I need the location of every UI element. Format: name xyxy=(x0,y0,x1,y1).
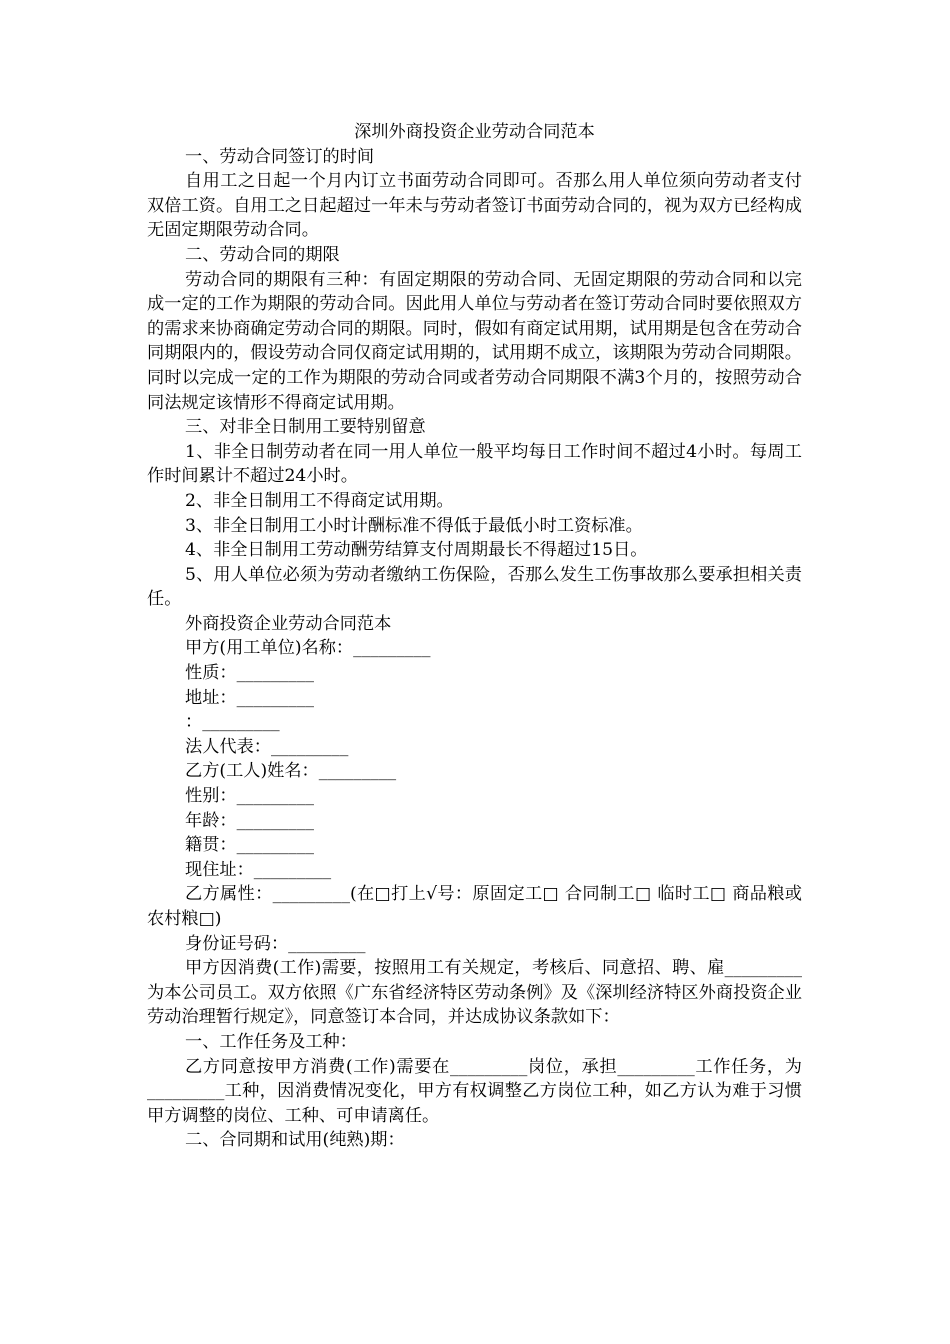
document-title: 深圳外商投资企业劳动合同范本 xyxy=(354,122,595,142)
subtitle: 外商投资企业劳动合同范本 xyxy=(185,613,392,634)
list-item: 1、非全日制劳动者在同一用人单位一般平均每日工作时间不超过4小时。每周工作时间累计不超过24小时。 xyxy=(147,441,802,487)
document-page xyxy=(147,120,802,1153)
section-heading: 一、劳动合同签订的时间 xyxy=(185,146,375,167)
list-item: 5、用人单位必须为劳动者缴纳工伤保险，否那么发生工伤事故那么要承担相关责任。 xyxy=(147,564,802,610)
list-item: 3、非全日制用工小时计酬标准不得低于最低小时工资标准。 xyxy=(185,515,643,536)
list-item: 2、非全日制用工不得商定试用期。 xyxy=(185,490,454,511)
section-heading: 一、工作任务及工种： xyxy=(185,1031,357,1052)
form-field-nature: 性质：_________ xyxy=(185,663,314,684)
section-heading: 三、对非全日制用工要特别留意 xyxy=(185,417,426,438)
form-field-blank: ：_________ xyxy=(185,712,280,733)
body-paragraph: 乙方同意按甲方消费(工作)需要在_________岗位，承担_________工作任务，为_________工种，因消费情况变化，甲方有权调整乙方岗位工种，如乙方认为难于习惯甲方调整的岗位、工种、可申请离任。 xyxy=(147,1056,802,1126)
form-field-gender: 性别：_________ xyxy=(185,786,314,807)
form-field-age: 年龄：_________ xyxy=(185,810,314,831)
form-field-worker-name: 乙方(工人)姓名：_________ xyxy=(185,761,397,782)
form-field-legal-rep: 法人代表：_________ xyxy=(185,736,349,757)
section-heading: 二、合同期和试用(纯熟)期： xyxy=(185,1130,405,1151)
form-field-current-address: 现住址：_________ xyxy=(185,859,332,880)
form-field-worker-type: 乙方属性：_________(在□打上√号：原固定工□ 合同制工□ 临时工□ 商品粮或农村粮□) xyxy=(147,884,802,929)
list-item: 4、非全日制用工劳动酬劳结算支付周期最长不得超过15日。 xyxy=(185,540,648,561)
form-field-address: 地址：_________ xyxy=(185,687,314,708)
form-field-id-number: 身份证号码：_________ xyxy=(185,933,366,954)
form-field-native-place: 籍贯：_________ xyxy=(185,835,314,856)
section-heading: 二、劳动合同的期限 xyxy=(185,244,340,265)
form-field-employer-name: 甲方(用工单位)名称：_________ xyxy=(185,638,431,659)
body-paragraph: 自用工之日起一个月内订立书面劳动合同即可。否那么用人单位须向劳动者支付双倍工资。自用工之日起超过一年未与劳动者签订书面劳动合同的，视为双方已经构成无固定期限劳动合同。 xyxy=(147,171,802,241)
body-paragraph: 甲方因消费(工作)需要，按照用工有关规定，考核后、同意招、聘、雇_________为本公司员工。双方依照《广东省经济特区劳动条例》及《深圳经济特区外商投资企业劳动治理暂行规定》，同意签订本合同，并达成协议条款如下： xyxy=(147,958,802,1028)
body-paragraph: 劳动合同的期限有三种：有固定期限的劳动合同、无固定期限的劳动合同和以完成一定的工作为期限的劳动合同。因此用人单位与劳动者在签订劳动合同时要依照双方的需求来协商确定劳动合同的期限。同时，假如有商定试用期，试用期是包含在劳动合同期限内的，假设劳动合同仅商定试用期的，试用期不成立，该期限为劳动合同期限。同时以完成一定的工作为期限的劳动合同或者劳动合同期限不满3个月的，按照劳动合同法规定该情形不得商定试用期。 xyxy=(147,269,802,413)
